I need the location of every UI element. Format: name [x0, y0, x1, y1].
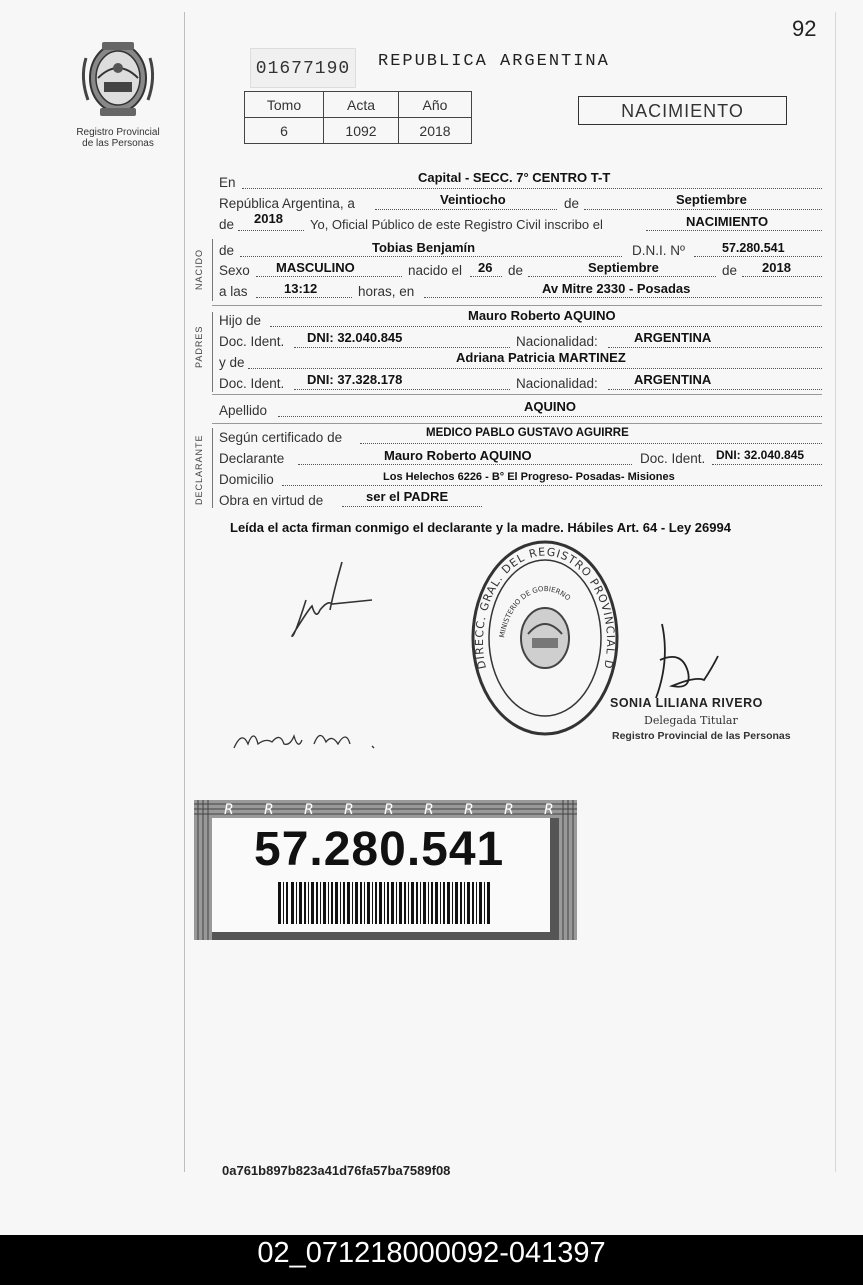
country-title: REPUBLICA ARGENTINA [378, 52, 610, 71]
value-apellido: AQUINO [524, 399, 576, 414]
dots-line [248, 368, 822, 369]
svg-text:R: R [504, 802, 514, 818]
value-padre-nac: ARGENTINA [634, 330, 712, 345]
label-hijo-de: Hijo de [219, 313, 262, 328]
section-divider [212, 239, 213, 301]
officer-name: SONIA LILIANA RIVERO [610, 696, 763, 710]
dots-line [294, 389, 510, 390]
value-tomo: 6 [245, 118, 324, 144]
svg-text:R: R [464, 802, 474, 818]
value-domicilio: Los Helechos 6226 - B° El Progreso- Posadas- Misiones [383, 471, 675, 483]
section-nacido: NACIDO [194, 248, 204, 290]
svg-text:R: R [304, 802, 314, 818]
provincial-crest-icon [72, 38, 164, 122]
header-acta: Acta [324, 92, 399, 118]
dots-line [712, 464, 822, 465]
document-hash: 0a761b897b823a41d76fa57ba7589f08 [222, 1163, 451, 1178]
serial-number: 01677190 [250, 48, 356, 88]
section-divider [212, 312, 213, 392]
dots-line [278, 416, 822, 417]
section-declarante: DECLARANTE [194, 434, 204, 505]
stamp-inner-text: MINISTERIO DE GOBIERNO [498, 584, 572, 639]
dots-line [256, 297, 352, 298]
value-certificado: MEDICO PABLO GUSTAVO AGUIRRE [426, 427, 629, 439]
value-lugar: Capital - SECC. 7° CENTRO T-T [418, 170, 611, 185]
dots-line [646, 230, 822, 231]
svg-text:R: R [424, 802, 434, 818]
value-acta: 1092 [324, 118, 399, 144]
label-de-anio: de [219, 217, 235, 232]
section-rule [212, 394, 822, 395]
label-a-las: a las [219, 284, 248, 299]
label-de3: de [722, 263, 738, 278]
section-rule [212, 423, 822, 424]
value-mes-nac: Septiembre [588, 260, 659, 275]
dots-line [298, 464, 632, 465]
value-padre-dni: DNI: 32.040.845 [307, 330, 403, 345]
value-madre-dni: DNI: 37.328.178 [307, 372, 403, 387]
value-nombre: Tobias Benjamín [372, 240, 476, 255]
value-madre: Adriana Patricia MARTINEZ [456, 350, 626, 365]
dots-line [256, 276, 402, 277]
dots-line [240, 256, 622, 257]
value-anio: 2018 [254, 211, 283, 226]
svg-text:R: R [544, 802, 554, 818]
dots-line [528, 276, 716, 277]
label-de: de [564, 196, 580, 211]
stamp-text: DIRECC. GRAL. DEL REGISTRO PROVINCIAL D [472, 545, 618, 671]
svg-text:R: R [384, 802, 394, 818]
value-dni: 57.280.541 [722, 241, 785, 255]
dots-line [694, 256, 822, 257]
label-nacionalidad2: Nacionalidad: [516, 376, 598, 391]
dots-line [608, 347, 822, 348]
value-dia-nac: 26 [478, 260, 493, 275]
dots-line [375, 209, 557, 210]
signature-officer [642, 620, 728, 700]
label-dni: D.N.I. Nº [632, 243, 685, 258]
label-republica: República Argentina, a [219, 196, 355, 211]
value-tipo: NACIMIENTO [686, 214, 769, 229]
dots-line [342, 506, 482, 507]
label-domicilio: Domicilio [219, 472, 274, 487]
barcode-sticker [194, 800, 577, 940]
label-de2: de [508, 263, 524, 278]
label-declarante: Declarante [219, 451, 285, 466]
page-number: 92 [792, 16, 817, 41]
signature-mother [232, 722, 380, 756]
label-en: En [219, 175, 236, 190]
value-lugar-nac: Av Mitre 2330 - Posadas [542, 281, 691, 296]
label-de-nombre: de [219, 243, 235, 258]
dots-line [282, 485, 822, 486]
dots-line [294, 347, 510, 348]
section-padres: PADRES [194, 325, 204, 368]
label-doc-ident2: Doc. Ident. [219, 376, 285, 391]
value-anio: 2018 [399, 118, 472, 144]
value-declarante: Mauro Roberto AQUINO [384, 448, 532, 463]
dots-line [584, 209, 822, 210]
value-anio-nac: 2018 [762, 260, 791, 275]
svg-text:R: R [224, 802, 234, 818]
officer-org: Registro Provincial de las Personas [612, 730, 791, 742]
label-yo: Yo, Oficial Público de este Registro Civil inscribo el [310, 217, 603, 232]
dots-line [238, 230, 304, 231]
label-apellido: Apellido [219, 403, 268, 418]
registry-label-line1: Registro Provincial [76, 127, 160, 138]
label-doc-ident3: Doc. Ident. [640, 451, 706, 466]
value-madre-nac: ARGENTINA [634, 372, 712, 387]
value-padre: Mauro Roberto AQUINO [468, 308, 616, 323]
label-doc-ident: Doc. Ident. [219, 334, 285, 349]
dots-line [742, 276, 822, 277]
record-table [244, 91, 472, 144]
dots-line [360, 443, 822, 444]
svg-text:R: R [344, 802, 354, 818]
barcode-icon [278, 882, 492, 924]
dots-line [270, 326, 822, 327]
value-dia-letras: Veintiocho [440, 192, 506, 207]
stamp-seal-icon [470, 538, 620, 738]
section-rule [212, 305, 822, 306]
signature-declarant [286, 560, 378, 642]
label-y-de: y de [219, 355, 245, 370]
right-margin-line [835, 12, 836, 1172]
label-sexo: Sexo [219, 263, 250, 278]
barcode-number: 57.280.541 [254, 823, 505, 876]
record-type-box: NACIMIENTO [578, 96, 787, 125]
dots-line [608, 389, 822, 390]
label-horas-en: horas, en [358, 284, 415, 299]
dots-line [242, 188, 822, 189]
closing-text: Leída el acta firman conmigo el declarante y la madre. Hábiles Art. 64 - Ley 26994 [230, 520, 731, 535]
label-nacido-el: nacido el [408, 263, 463, 278]
label-segun-cert: Según certificado de [219, 430, 343, 445]
value-declarante-dni: DNI: 32.040.845 [716, 448, 805, 462]
margin-line [184, 12, 185, 1172]
value-sexo: MASCULINO [276, 260, 355, 275]
value-mes: Septiembre [676, 192, 747, 207]
official-stamp [470, 538, 620, 738]
registry-logo [72, 38, 164, 149]
dots-line [424, 297, 822, 298]
svg-text:R: R [264, 802, 274, 818]
officer-title: Delegada Titular [644, 714, 738, 727]
label-nacionalidad: Nacionalidad: [516, 334, 598, 349]
footer-code: 02_071218000092-041397 [257, 1237, 606, 1269]
label-obra: Obra en virtud de [219, 493, 324, 508]
header-tomo: Tomo [245, 92, 324, 118]
section-divider [212, 428, 213, 508]
dots-line [470, 276, 502, 277]
header-anio: Año [399, 92, 472, 118]
registry-label-line2: de las Personas [82, 138, 154, 149]
value-obra: ser el PADRE [366, 489, 449, 504]
value-hora: 13:12 [284, 281, 318, 296]
